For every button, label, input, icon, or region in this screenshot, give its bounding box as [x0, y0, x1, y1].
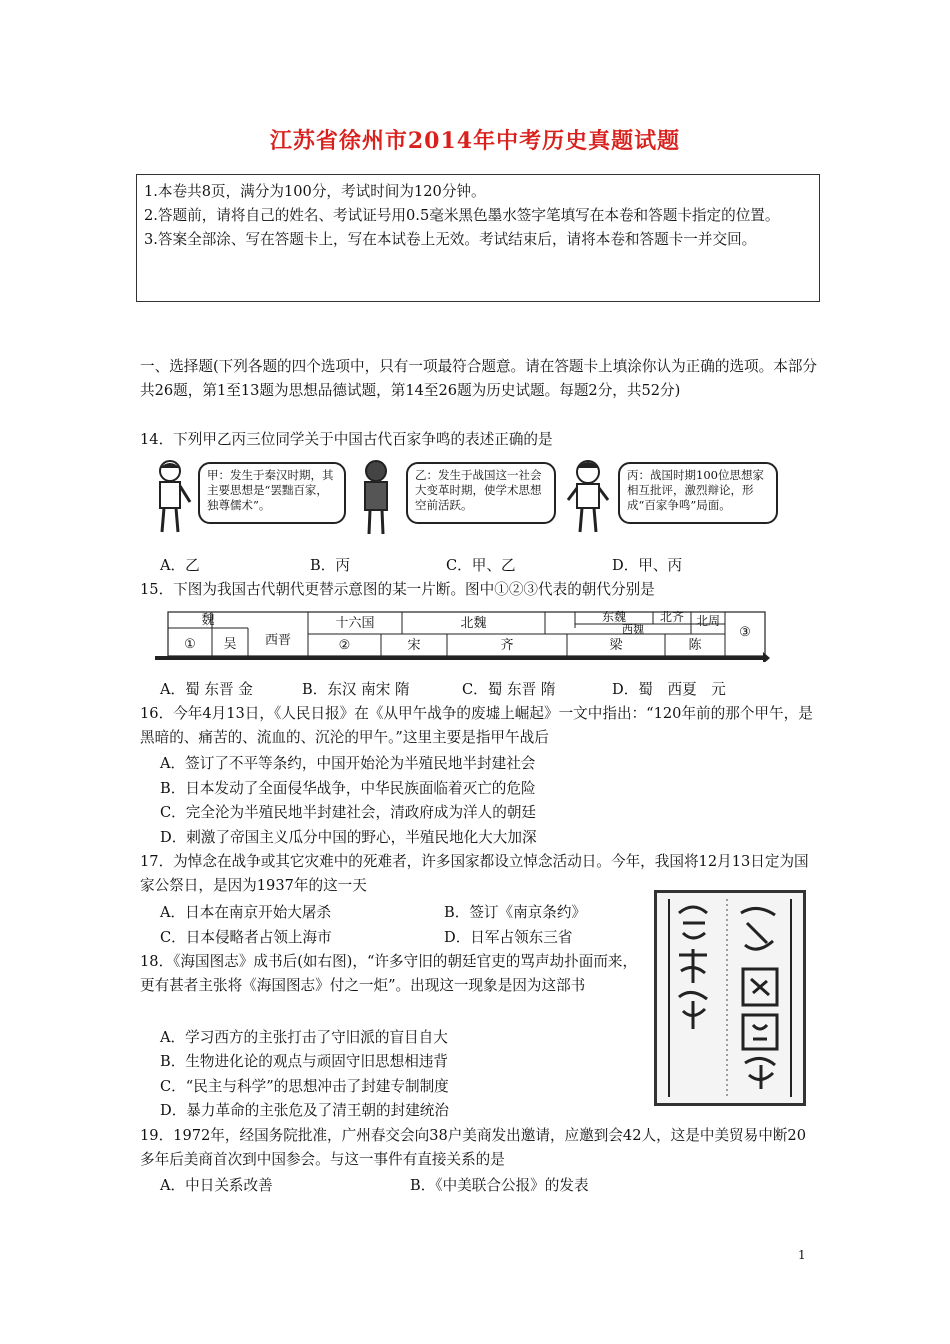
q17-option-d: D．日军占领东三省 [444, 929, 573, 946]
timeline-label: 北魏 [460, 616, 487, 631]
timeline-label: ③ [739, 625, 751, 640]
q19-stem: 19．1972年，经国务院批准，广州春交会向38户美商发出邀请，应邀到会42人，这是中美贸易中断20多年后美商首次到中国参会。与这一事件有直接关系的是 [140, 1127, 806, 1168]
q17-option-b: B．签订《南京条约》 [444, 904, 587, 921]
timeline-label: 梁 [609, 638, 623, 653]
q14-option-a: A．乙 [160, 557, 200, 574]
q15-option-d: D．蜀 西夏 元 [612, 681, 726, 698]
seal-script-title-image [657, 893, 803, 1103]
section-intro: 一、选择题(下列各题的四个选项中，只有一项最符合题意。请在答题卡上填涂你认为正确的选项。本部分共26题，第1至13题为思想品德试题，第14至26题为历史试题。每题2分，共52分) [140, 358, 818, 399]
q18-option-a: A．学习西方的主张打击了守旧派的盲目自大 [160, 1029, 448, 1046]
q17-option-a: A．日本在南京开始大屠杀 [160, 904, 332, 921]
q18-option-b: B．生物进化论的观点与顽固守旧思想相违背 [160, 1053, 449, 1070]
q16-option-b: B．日本发动了全面侵华战争，中华民族面临着灭亡的危险 [160, 780, 536, 797]
timeline-label: ① [184, 637, 196, 652]
notice-line: 1.本卷共8页，满分为100分，考试时间为120分钟。 [144, 183, 486, 200]
q15-option-a: A．蜀 东晋 金 [160, 681, 253, 698]
q15-option-b: B．东汉 南宋 隋 [302, 681, 410, 698]
q14-option-d: D．甲、丙 [612, 557, 683, 574]
notice-line: 3.答案全部涂、写在答题卡上，写在本试卷上无效。考试结束后，请将本卷和答题卡一并交回。 [144, 231, 757, 248]
q14-option-c: C．甲、乙 [446, 557, 516, 574]
q14-stem: 14．下列甲乙丙三位同学关于中国古代百家争鸣的表述正确的是 [140, 431, 553, 448]
q14-cartoon [150, 458, 810, 538]
q15-stem: 15．下图为我国古代朝代更替示意图的某一片断。图中①②③代表的朝代分别是 [140, 581, 655, 598]
timeline-label: 吴 [223, 637, 237, 652]
timeline-label: ② [338, 638, 351, 653]
timeline-label: 齐 [500, 638, 514, 653]
student-jia-figure [150, 458, 196, 538]
student-yi-figure [356, 458, 396, 538]
timeline-label: 魏 [201, 613, 215, 628]
timeline-label: 宋 [407, 638, 421, 653]
dynasty-timeline [155, 606, 770, 662]
notice-line: 2.答题前，请将自己的姓名、考试证号用0.5毫米黑色墨水签字笔填写在本卷和答题卡指定的位置。 [144, 207, 780, 224]
haiguo-tuzhi-cover-image [654, 890, 806, 1106]
timeline-label: 东魏 [601, 610, 626, 624]
q17-option-c: C．日本侵略者占领上海市 [160, 929, 332, 946]
page-title: 江苏省徐州市2014年中考历史真题试题 [269, 128, 681, 154]
timeline-label: 西魏 [622, 623, 644, 636]
q17-stem: 17．为悼念在战争或其它灾难中的死难者，许多国家都设立悼念活动日。今年，我国将12月13日定为国家公祭日，是因为1937年的这一天 [140, 853, 809, 894]
bubble-jia: 甲：发生于秦汉时期，其主要思想是“罢黜百家，独尊儒术”。 [198, 462, 346, 524]
q18-option-c: C．“民主与科学”的思想冲击了封建专制制度 [160, 1078, 449, 1095]
q19-option-a: A．中日关系改善 [160, 1177, 273, 1194]
timeline-label: 北周 [695, 614, 720, 628]
bubble-yi: 乙：发生于战国这一社会大变革时期，使学术思想空前活跃。 [406, 462, 556, 524]
q14-option-b: B．丙 [310, 557, 350, 574]
q18-stem: 18．《海国图志》成书后(如右图)，“许多守旧的朝廷官吏的骂声劫扑面而来，更有甚者主张将《海国图志》付之一炬”。出现这一现象是因为这部书 [140, 953, 638, 994]
q15-option-c: C．蜀 东晋 隋 [462, 681, 556, 698]
timeline-label: 北齐 [659, 610, 684, 624]
timeline-label: 陈 [688, 638, 702, 653]
notice-box [136, 174, 820, 302]
timeline-label: 十六国 [335, 616, 375, 631]
timeline-label: 西晋 [264, 633, 291, 648]
q16-option-c: C．完全沦为半殖民地半封建社会，清政府成为洋人的朝廷 [160, 804, 537, 821]
q16-option-d: D．刺激了帝国主义瓜分中国的野心，半殖民地化大大加深 [160, 829, 537, 846]
student-bing-figure [566, 458, 610, 538]
bubble-bing: 丙：战国时期100位思想家相互批评，激烈辩论，形成“百家争鸣”局面。 [618, 462, 778, 524]
q19-option-b: B．《中美联合公报》的发表 [410, 1177, 589, 1194]
q18-option-d: D．暴力革命的主张危及了清王朝的封建统治 [160, 1102, 449, 1119]
q16-option-a: A．签订了不平等条约，中国开始沦为半殖民地半封建社会 [160, 755, 536, 772]
page-number: 1 [798, 1248, 806, 1262]
q16-stem: 16．今年4月13日，《人民日报》在《从甲午战争的废墟上崛起》一文中指出：“120年前的那个甲午，是黑暗的、痛苦的、流血的、沉沦的甲午。”这里主要是指甲午战后 [140, 705, 813, 746]
